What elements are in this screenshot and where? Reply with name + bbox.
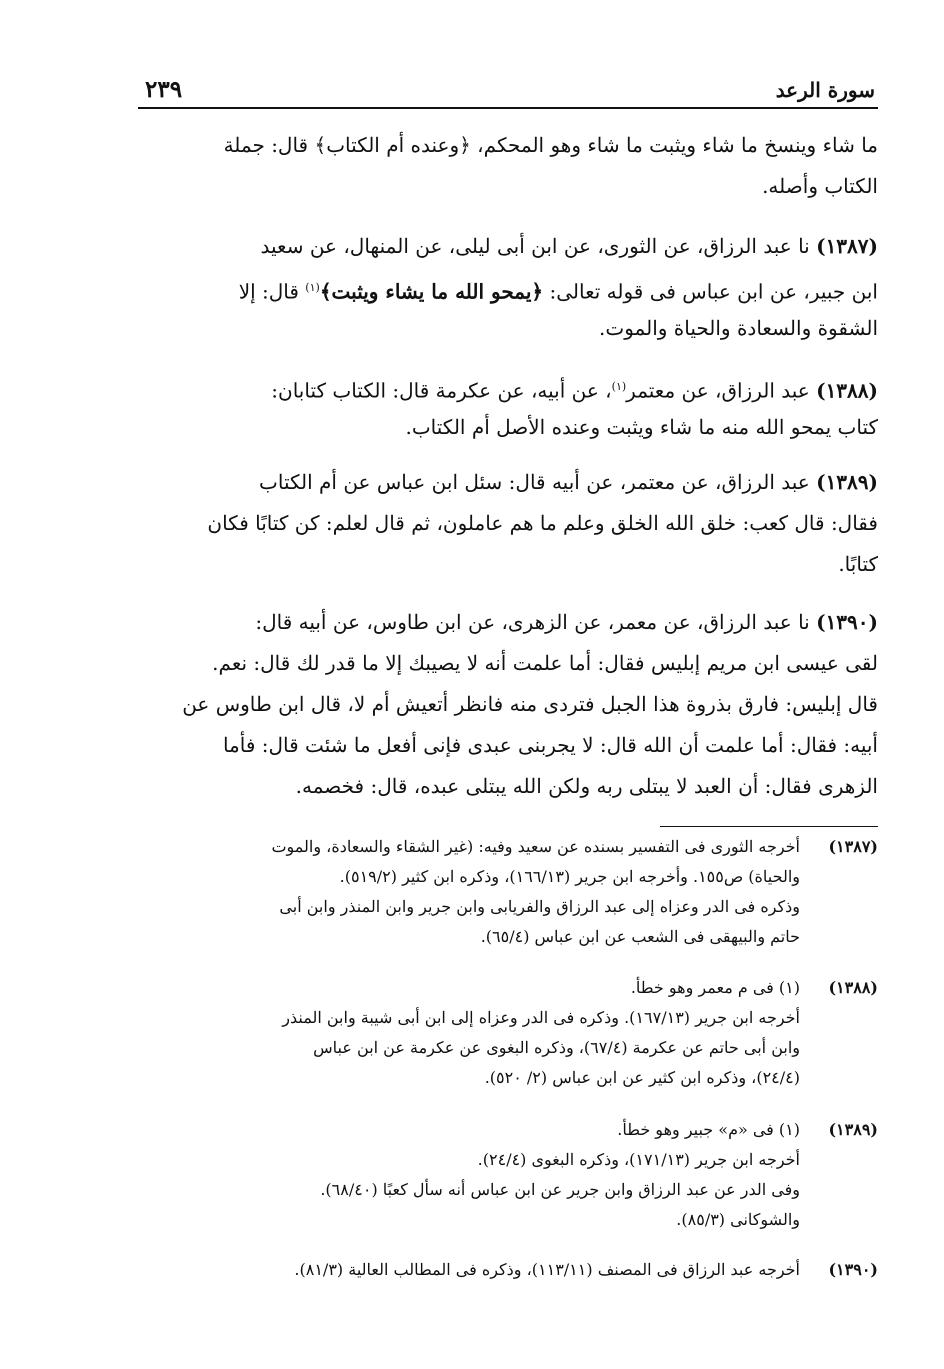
- text-segment: عبد الرزاق، عن معتمر، عن أبيه قال: سئل ابن عباس عن أم الكتاب: [259, 470, 810, 494]
- narration-1390: [140, 602, 878, 807]
- text-line: [140, 366, 878, 407]
- text-line: أبيه: فقال: أما علمت أن الله قال: لا يجربنى عبدى فإنى أفعل ما شئت قال: فأما: [222, 733, 878, 757]
- text-segment: ، عن أبيه، عن عكرمة قال: الكتاب كتابان:: [271, 378, 612, 403]
- text-line: كتاب يمحو الله منه ما شاء ويثبت وعنده الأصل أم الكتاب.: [405, 415, 878, 439]
- footnote-line: وذكره فى الدر وعزاه إلى عبد الرزاق والفريابى وابن جرير وابن المنذر وابن أبى: [279, 897, 800, 916]
- narration-1387: [140, 226, 878, 349]
- footnote-line: والشوكانى (٨٥/٣).: [676, 1210, 800, 1229]
- footnote-line: [138, 832, 878, 862]
- footnote-marker: (١): [305, 281, 320, 294]
- text-segment: (١) فى م معمر وهو خطأ.: [630, 978, 800, 997]
- narration-number: (١٣٨٩): [816, 470, 878, 494]
- header-rule: [138, 107, 878, 109]
- text-segment: أخرجه عبد الرزاق فى المصنف (١١٣/١١)، وذكره فى المطالب العالية (٨١/٣).: [294, 1260, 800, 1279]
- text-line: الزهرى فقال: أن العبد لا يبتلى ربه ولكن الله يبتلى عبده، قال: فخصمه.: [295, 774, 878, 798]
- footnote-ref: (١٣٨٨): [828, 978, 878, 997]
- text-line: الشقوة والسعادة والحياة والموت.: [599, 316, 878, 340]
- footnote-line: حاتم والبيهقى فى الشعب عن ابن عباس (٦٥/٤).: [480, 927, 800, 946]
- footnote-ref: (١٣٨٧): [828, 837, 878, 856]
- text-segment: نا عبد الرزاق، عن معمر، عن الزهرى، عن ابن طاوس، عن أبيه قال:: [255, 610, 810, 634]
- text-line: الكتاب وأصله.: [762, 174, 878, 198]
- narration-number: (١٣٩٠): [816, 610, 878, 634]
- text-line: [140, 602, 878, 643]
- footnote-1390: [138, 1255, 878, 1285]
- footnote-line: [138, 1255, 878, 1285]
- footnote-line: وفى الدر عن عبد الرزاق وابن جرير عن ابن عباس أنه سأل كعبًا (٦٨/٤٠).: [320, 1180, 800, 1199]
- footnote-separator: [660, 826, 878, 827]
- footnote-line: [138, 1115, 878, 1145]
- footnote-line: (٢٤/٤)، وذكره ابن كثير عن ابن عباس (٢/ ٥٢٠).: [484, 1068, 800, 1087]
- text-line: ما شاء وينسخ ما شاء ويثبت ما شاء وهو المحكم، ﴿وعنده أم الكتاب﴾ قال: جملة: [223, 133, 878, 157]
- footnote-line: أخرجه ابن جرير (١٦٧/١٣). وذكره فى الدر وعزاه إلى ابن أبى شيبة وابن المنذر: [282, 1008, 800, 1027]
- footnote-1389: [138, 1115, 878, 1235]
- narration-1389: [140, 462, 878, 585]
- footnote-marker: (١): [611, 380, 627, 393]
- text-line: [140, 462, 878, 503]
- narration-number: (١٣٨٨): [816, 378, 878, 403]
- surah-title: سورة الرعد: [775, 78, 875, 102]
- text-line: فقال: قال كعب: خلق الله الخلق وعلم ما هم عاملون، ثم قال لعلم: كن كتابًا فكان: [207, 511, 878, 535]
- footnote-line: أخرجه ابن جرير (١٧١/١٣)، وذكره البغوى (٢٤/٤).: [477, 1150, 800, 1169]
- quran-quote: ﴿يمحو الله ما يشاء ويثبت﴾: [319, 279, 544, 304]
- paragraph-continuation: [140, 125, 878, 207]
- text-line: [140, 226, 878, 267]
- text-segment: ابن جبير، عن ابن عباس فى قوله تعالى:: [549, 279, 878, 304]
- page-number: ٢٣٩: [145, 76, 183, 103]
- footnote-1388: [138, 973, 878, 1093]
- text-segment: أخرجه الثورى فى التفسير بسنده عن سعيد وفيه: (غير الشقاء والسعادة، والموت: [271, 837, 800, 856]
- footnote-1387: [138, 832, 878, 952]
- text-segment: (١) فى «م» جبير وهو خطأ.: [617, 1120, 800, 1139]
- text-line: قال إبليس: فارق بذروة هذا الجبل فتردى منه فانظر أتعيش أم لا، قال ابن طاوس عن: [182, 692, 878, 716]
- narration-number: (١٣٨٧): [816, 234, 878, 258]
- footnote-line: والحياة) ص١٥٥. وأخرجه ابن جرير (١٦٦/١٣)، وذكره ابن كثير (٥١٩/٢).: [339, 867, 800, 886]
- footnote-ref: (١٣٩٠): [828, 1260, 878, 1279]
- text-segment: قال: إلا: [238, 279, 299, 304]
- text-line: [140, 267, 878, 308]
- narration-1388: [140, 366, 878, 448]
- text-line: لقى عيسى ابن مريم إبليس فقال: أما علمت أنه لا يصيبك إلا ما قدر لك قال: نعم.: [212, 651, 878, 675]
- text-segment: عبد الرزاق، عن معتمر: [626, 378, 810, 403]
- footnote-ref: (١٣٨٩): [828, 1120, 878, 1139]
- footnote-line: [138, 973, 878, 1003]
- page-header: [145, 76, 875, 106]
- text-segment: نا عبد الرزاق، عن الثورى، عن ابن أبى ليلى، عن المنهال، عن سعيد: [260, 234, 810, 258]
- footnote-line: وابن أبى حاتم عن عكرمة (٦٧/٤)، وذكره البغوى عن عكرمة عن ابن عباس: [313, 1038, 800, 1057]
- text-line: كتابًا.: [838, 552, 878, 576]
